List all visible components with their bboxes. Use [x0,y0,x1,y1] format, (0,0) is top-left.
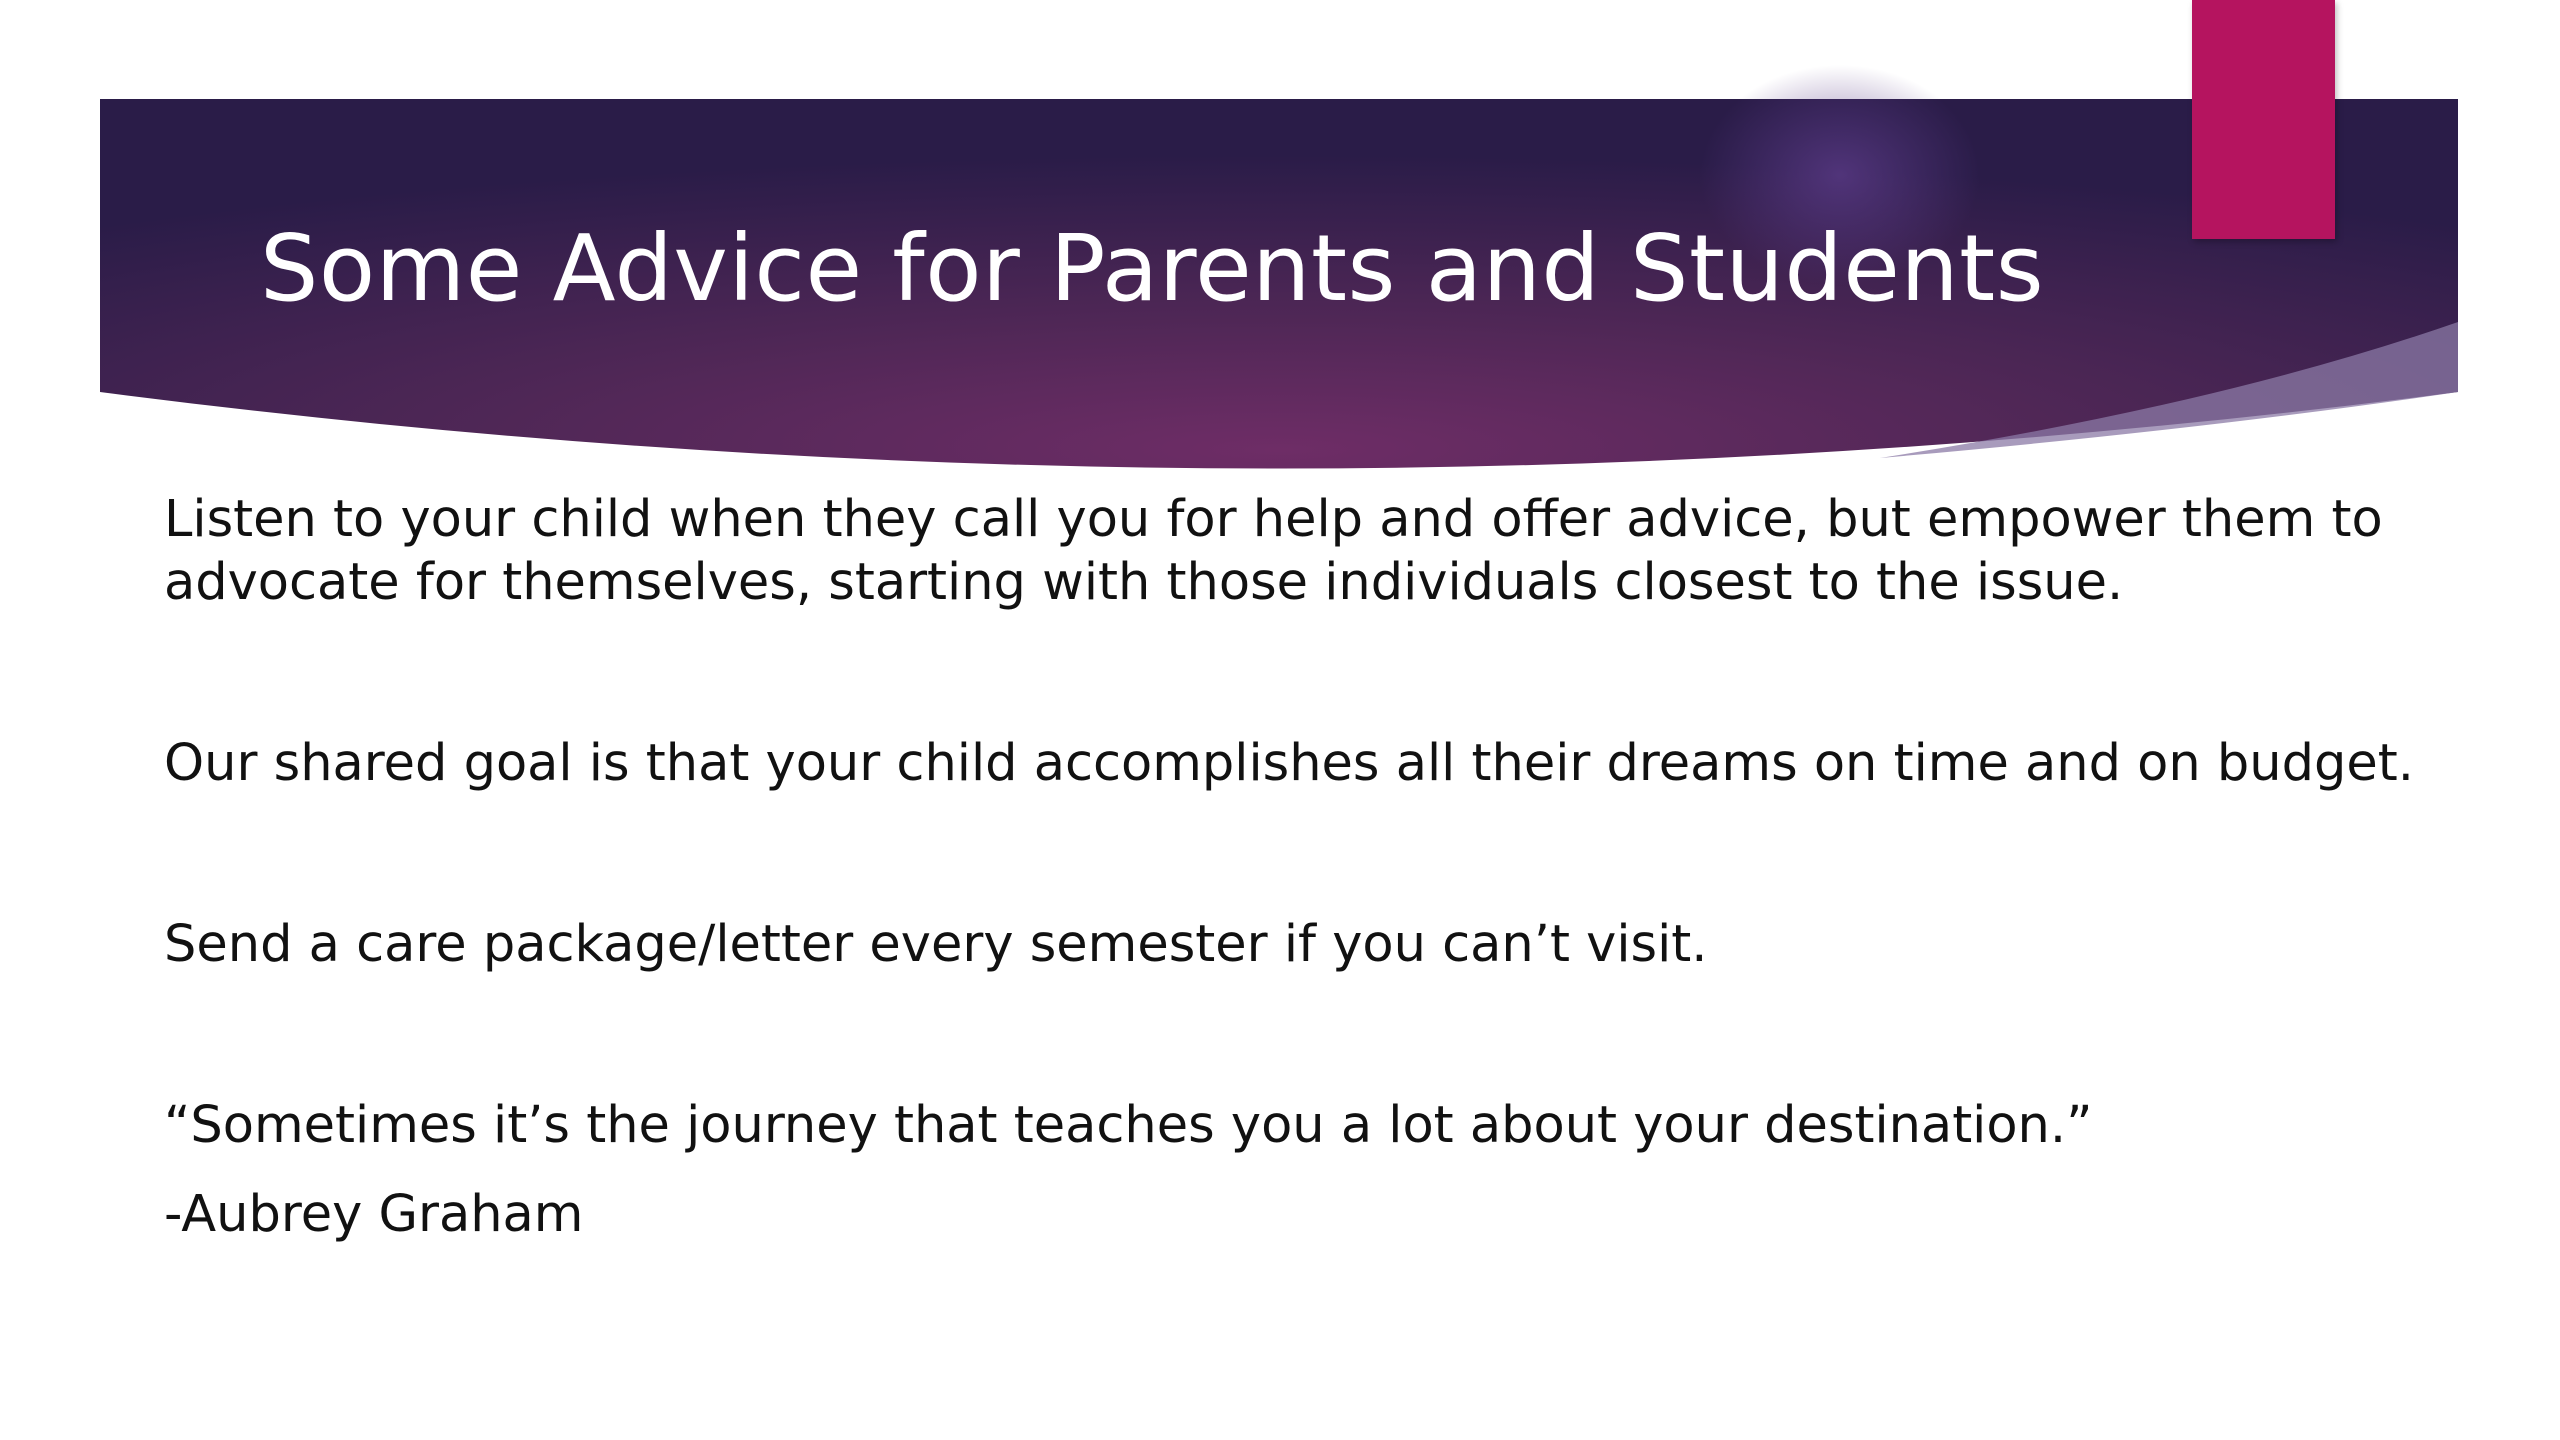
accent-tab [2192,0,2335,239]
slide-body [164,488,2464,1246]
slide-title: Some Advice for Parents and Students [260,215,2045,322]
quote-text: “Sometimes it’s the journey that teaches you a lot about your destination.” [164,1096,2093,1155]
advice-paragraph-care-package: Send a care package/letter every semester if you can’t visit. [164,915,1708,974]
quote-author: -Aubrey Graham [164,1185,584,1244]
advice-paragraph-listen: Listen to your child when they call you for help and offer advice, but empower them to advocate for themselves, starting with those individuals closest to the issue. [164,490,2383,612]
advice-paragraph-goal: Our shared goal is that your child accomplishes all their dreams on time and on budget. [164,734,2414,793]
